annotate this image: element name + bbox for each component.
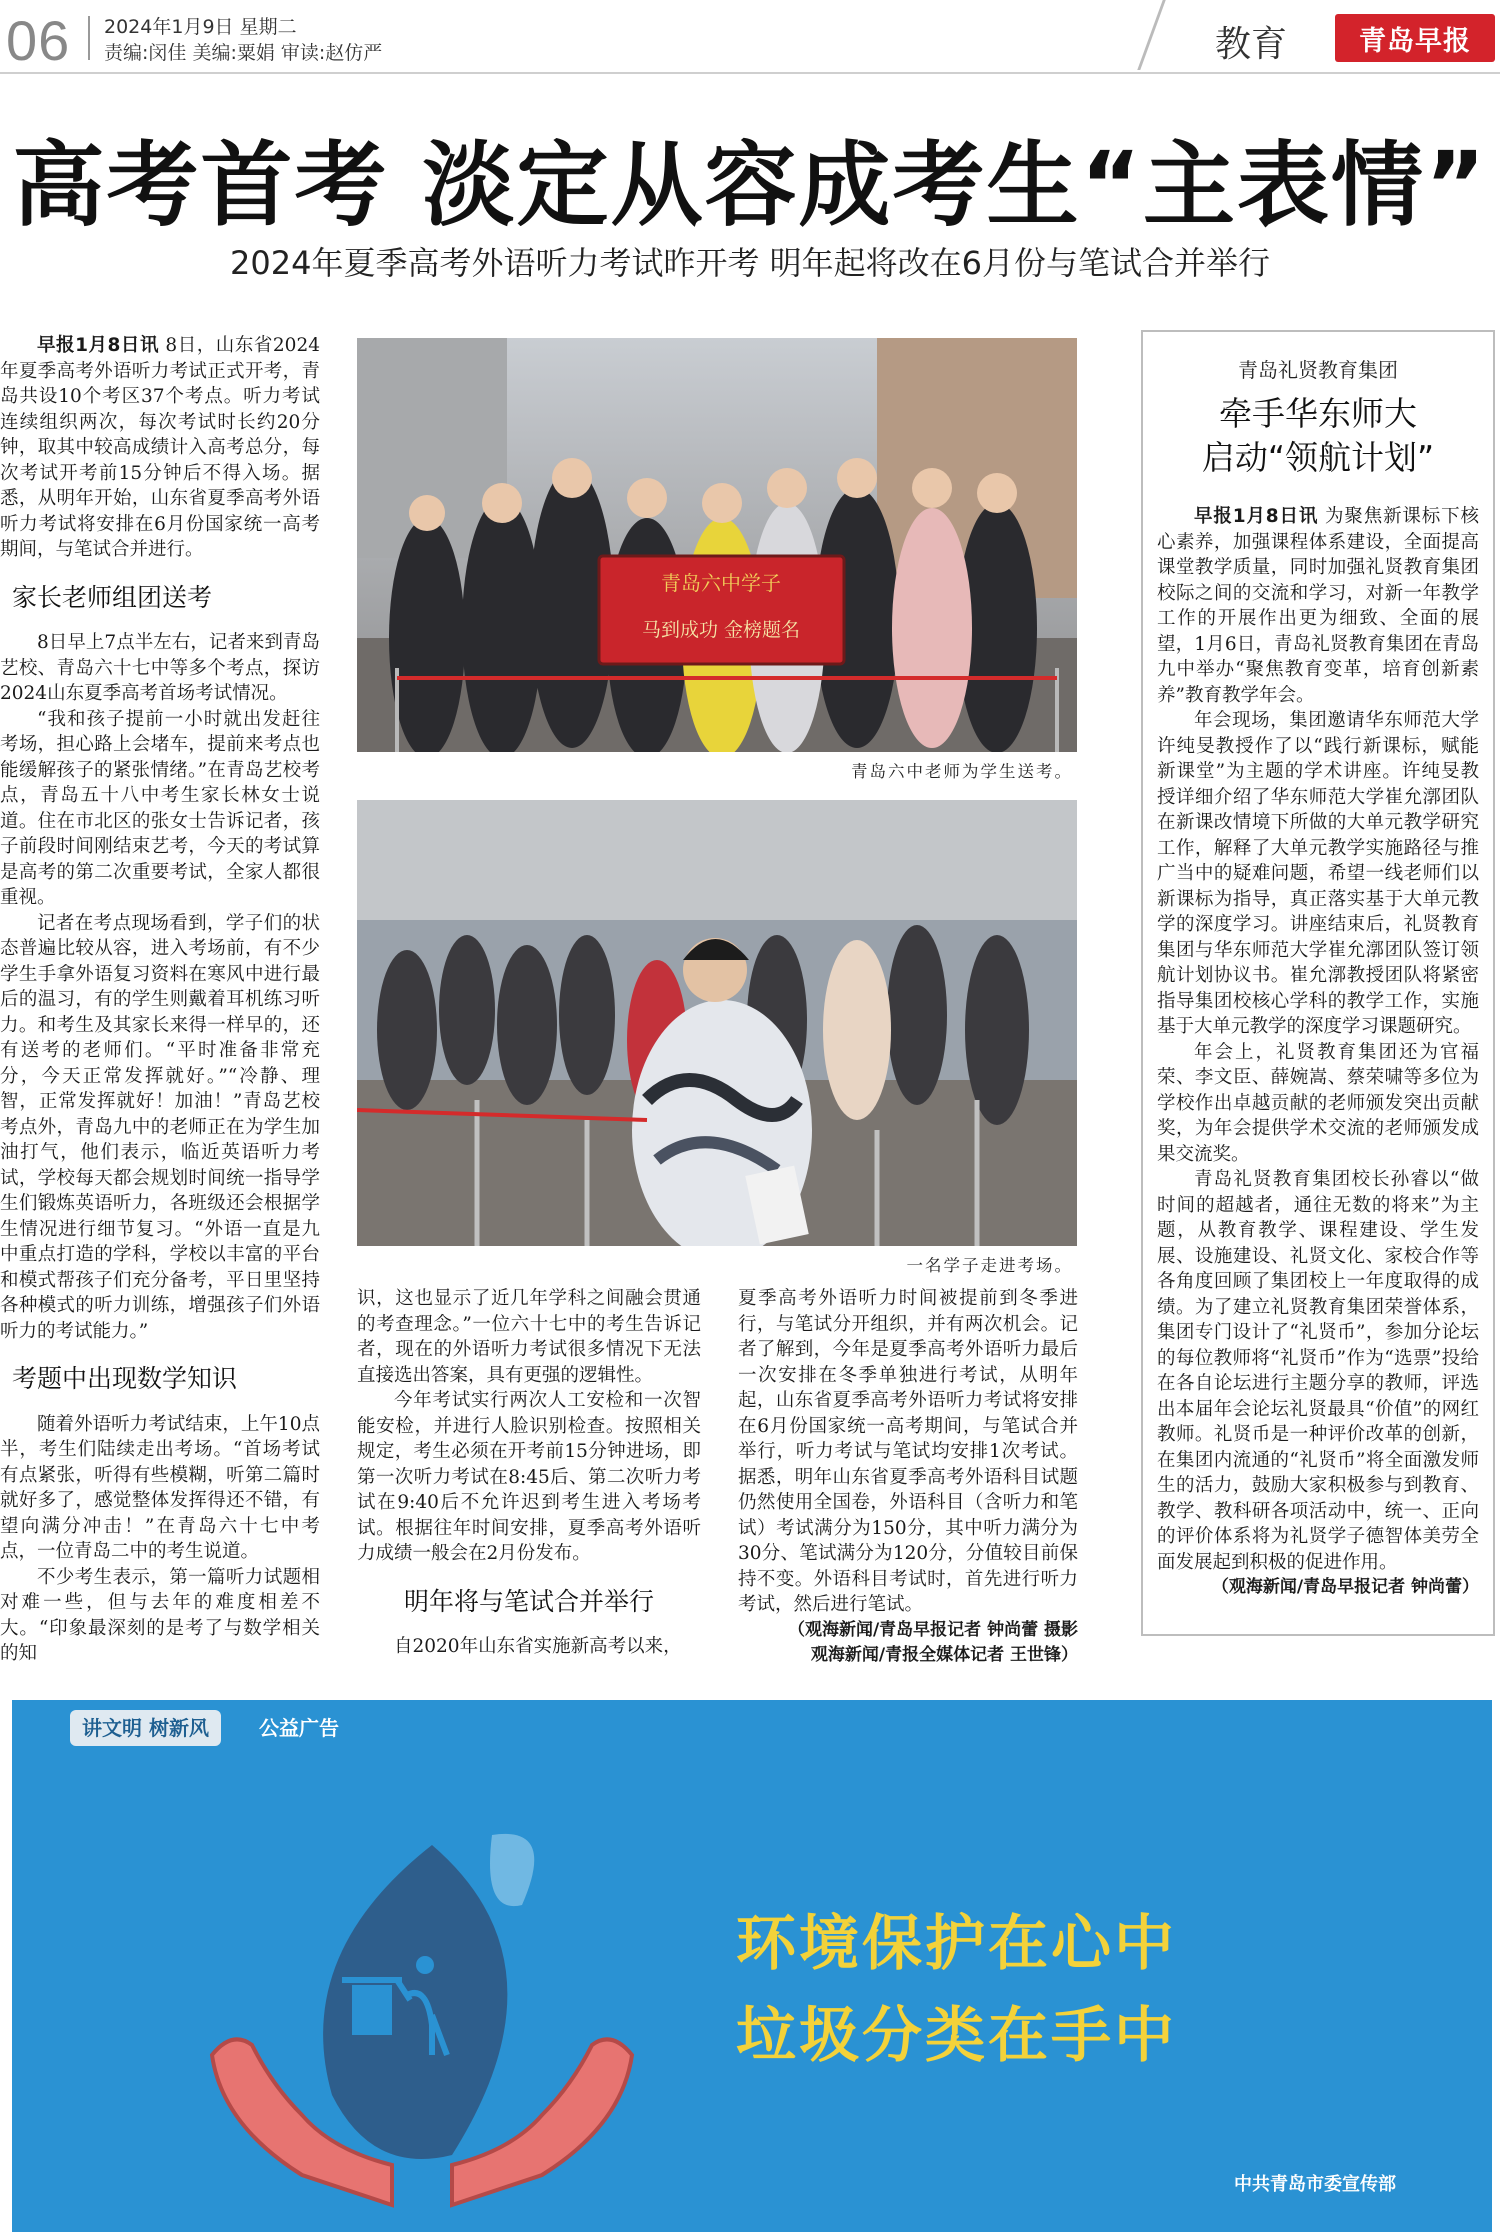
article-column-3 <box>738 1286 1078 1669</box>
paragraph-text: 8日，山东省2024年夏季高考外语听力考试正式开考，青岛共设10个考区37个考点。听力考试连续组织两次，每次考试时长约20分钟，取其中较高成绩计入高考总分，每次考试开考前15分钟后不得入场。据悉，从明年开始，山东省夏季高考外语听力考试将安排在6月份国家统一高考期间，与笔试合并进行。 <box>0 335 320 560</box>
dateline: 早报1月8日讯 <box>1194 506 1319 527</box>
article-paragraph: 识，这也显示了近几年学科之间融会贯通的考查理念。”一位六十七中的考生告诉记者，现在的外语听力考试很多情况下无法直接选出答案，具有更强的逻辑性。 <box>357 1288 701 1386</box>
article-paragraph: 夏季高考外语听力时间被提前到冬季进行，与笔试分开组织，并有两次机会。记者了解到，今年是夏季高考外语听力最后一次安排在冬季单独进行考试，从明年起，山东省夏季高考外语听力考试将安排在6月份国家统一高考期间，与笔试合并举行，听力考试与笔试均安排1次考试。据悉，明年山东省夏季高考外语科目试题仍然使用全国卷，外语科目（含听力和笔试）考试满分为150分，其中听力满分为30分、笔试满分为120分，分值较目前保持不变。外语科目考试时，首先进行听力考试，然后进行笔试。 <box>738 1288 1078 1615</box>
article-column-1 <box>0 333 320 1667</box>
photo-caption: 青岛六中老师为学生送考。 <box>851 762 1073 781</box>
photo-illustration <box>357 800 1077 1246</box>
article-paragraph: 年会现场，集团邀请华东师范大学许纯旻教授作了以“践行新课标，赋能新课堂”为主题的学术讲座。许纯旻教授详细介绍了华东师范大学崔允漷团队在新课改情境下所做的大单元教学研究工作，解释了大单元教学实施路径与推广当中的疑难问题，希望一线老师们以新课标为指导，真正落实基于大单元教学的深度学习。讲座结束后，礼贤教育集团与华东师范大学崔允漷团队签订领航计划协议书。崔允漷教授团队将紧密指导集团校核心学科的教学工作，实施基于大单元教学的深度学习课题研究。 <box>1157 710 1479 1037</box>
article-paragraph: 记者在考点现场看到，学子们的状态普遍比较从容，进入考场前，有不少学生手拿外语复习资料在寒风中进行最后的温习，有的学生则戴着耳机练习听力。和考生及其家长来得一样早的，还有送考的老师们。“平时准备非常充分，今天正常发挥就好。”“冷静、理智，正常发挥就好！加油！”青岛艺校考点外，青岛九中的老师正在为学生加油打气，他们表示，临近英语听力考试，学校每天都会规划时间统一指导学生们锻炼英语听力，各班级还会根据学生情况进行细节复习。“外语一直是九中重点打造的学科，学校以丰富的平台和模式帮孩子们充分备考，平日里坚持各种模式的听力训练，增强孩子们外语听力的考试能力。” <box>0 912 320 1342</box>
section-name: 教育 <box>1215 24 1288 65</box>
photo-student-entering <box>357 800 1077 1246</box>
small-leaf-icon <box>490 1834 534 1906</box>
header-divider <box>88 16 90 60</box>
dateline: 早报1月8日讯 <box>37 335 159 356</box>
section-subtitle: 明年将与笔试合并举行 <box>403 1586 654 1616</box>
page-number: 06 <box>6 9 71 72</box>
banner-title: 青岛六中学子 <box>661 571 781 595</box>
article-paragraph <box>0 333 320 563</box>
article-paragraph: “我和孩子提前一小时就出发赶往考场，担心路上会堵车，提前来考点也能缓解孩子的紧张情绪。”在青岛艺校考点，青岛五十八中考生家长林女士说道。住在市北区的张女士告诉记者，孩子前段时间刚结束艺考，今天的考试算是高考的第二次重要考试，全家人都很重视。 <box>0 708 320 908</box>
photo-teachers-send-off <box>357 338 1077 752</box>
issue-date: 2024年1月9日 星期二 <box>104 16 297 38</box>
sidebar-title-line1: 牵手华东师大 <box>1219 394 1417 433</box>
sidebar-credit: （观海新闻/青岛早报记者 钟尚蕾） <box>1211 1577 1479 1597</box>
section-subtitle: 家长老师组团送考 <box>12 582 213 612</box>
ad-illustration <box>192 1795 652 2225</box>
section-subtitle: 考题中出现数学知识 <box>12 1364 238 1393</box>
article-paragraph: 不少考生表示，第一篇听力试题相对难一些，但与去年的难度相差不大。“印象最深刻的是考了与数学相关的知 <box>0 1566 320 1664</box>
article-paragraph: 随着外语听力考试结束，上午10点半，考生们陆续走出考场。“首场考试有点紧张，听得有些模糊，听第二篇时就好多了，感觉整体发挥得还不错，有望向满分冲击！”在青岛六十七中考点，一位青岛二中的考生说道。 <box>0 1413 320 1562</box>
public-service-ad <box>12 1700 1492 2232</box>
sidebar-title-line2: 启动“领航计划” <box>1201 438 1435 477</box>
ad-sponsor: 中共青岛市委宣传部 <box>1234 2174 1396 2195</box>
headline: 高考首考 淡定从容成考生“主表情” <box>12 132 1488 239</box>
ad-type: 公益广告 <box>259 1716 339 1740</box>
editorial-staff: 责编:闵佳 美编:粟娟 审读:赵仿严 <box>104 42 383 64</box>
photo-caption: 一名学子走进考场。 <box>906 1256 1073 1275</box>
article-paragraph: 年会上，礼贤教育集团还为官福荣、李文臣、薛婉嵩、蔡荣啸等多位为学校作出卓越贡献的老师颁发突出贡献奖，为年会提供学术交流的老师颁发成果交流奖。 <box>1157 1041 1479 1165</box>
header-slash-divider <box>1137 0 1165 70</box>
article-paragraph: 自2020年山东省实施新高考以来， <box>394 1636 682 1657</box>
ad-slogan-line1: 环境保护在心中 <box>736 1909 1177 1979</box>
article-paragraph <box>1157 504 1479 708</box>
ad-tag: 讲文明 树新风 <box>70 1710 221 1746</box>
newspaper-logo <box>1335 14 1495 62</box>
ad-slogan-line2: 垃圾分类在手中 <box>736 2001 1177 2071</box>
leaf-icon <box>323 1845 507 2159</box>
sidebar-org: 青岛礼贤教育集团 <box>1238 358 1398 382</box>
article-paragraph: 青岛礼贤教育集团校长孙睿以“做时间的超越者，通往无数的将来”为主题，从教育教学、课程建设、学生发展、设施建设、礼贤文化、家校合作等各角度回顾了集团校上一年度取得的成绩。为了建立礼贤教育集团荣誉体系，集团专门设计了“礼贤币”，参加分论坛的每位教师将“礼贤币”作为“选票”投给在各自论坛进行主题分享的教师，评选出本届年会论坛礼贤最具“价值”的网红教师。礼贤币是一种评价改革的创新，在集团内流通的“礼贤币”将全面激发师生的活力，鼓励大家积极参与到教育、教学、教科研各项活动中，统一、正向的评价体系将为礼贤学子德智体美劳全面发展起到积极的促进作用。 <box>1157 1169 1479 1573</box>
sidebar-body <box>1157 504 1479 1601</box>
header-rule <box>0 72 1500 74</box>
paragraph-text: 为聚焦新课标下核心素养，加强课程体系建设，全面提高课堂教学质量，同时加强礼贤教育集团校际之间的交流和学习，对新一年教学工作的开展作出更为细致、全面的展望，1月6日，青岛礼贤教育集团在青岛九中举办“聚焦教育变革，培育创新素养”教育教学年会。 <box>1157 506 1479 706</box>
article-column-2 <box>357 1286 701 1660</box>
logo-text: 青岛早报 <box>1359 25 1471 57</box>
photo-illustration <box>357 338 1077 752</box>
article-paragraph: 今年考试实行两次人工安检和一次智能安检，并进行人脸识别检查。按照相关规定，考生必须在开考前15分钟进场，即第一次听力考试在8:45后、第二次听力考试在9:40后不允许迟到考生进入考场考试。根据往年时间安排，夏季高考外语听力成绩一般会在2月份发布。 <box>357 1390 701 1564</box>
sidebar-article <box>1141 330 1495 1636</box>
article-credit: （观海新闻/青岛早报记者 钟尚蕾 摄影 观海新闻/青报全媒体记者 王世锋） <box>787 1619 1078 1665</box>
banner-slogan: 马到成功 金榜题名 <box>641 619 801 641</box>
article-paragraph: 8日早上7点半左右，记者来到青岛艺校、青岛六十七中等多个考点，探访2024山东夏季高考首场考试情况。 <box>0 632 320 704</box>
subheadline: 2024年夏季高考外语听力考试昨开考 明年起将改在6月份与笔试合并举行 <box>230 244 1270 282</box>
